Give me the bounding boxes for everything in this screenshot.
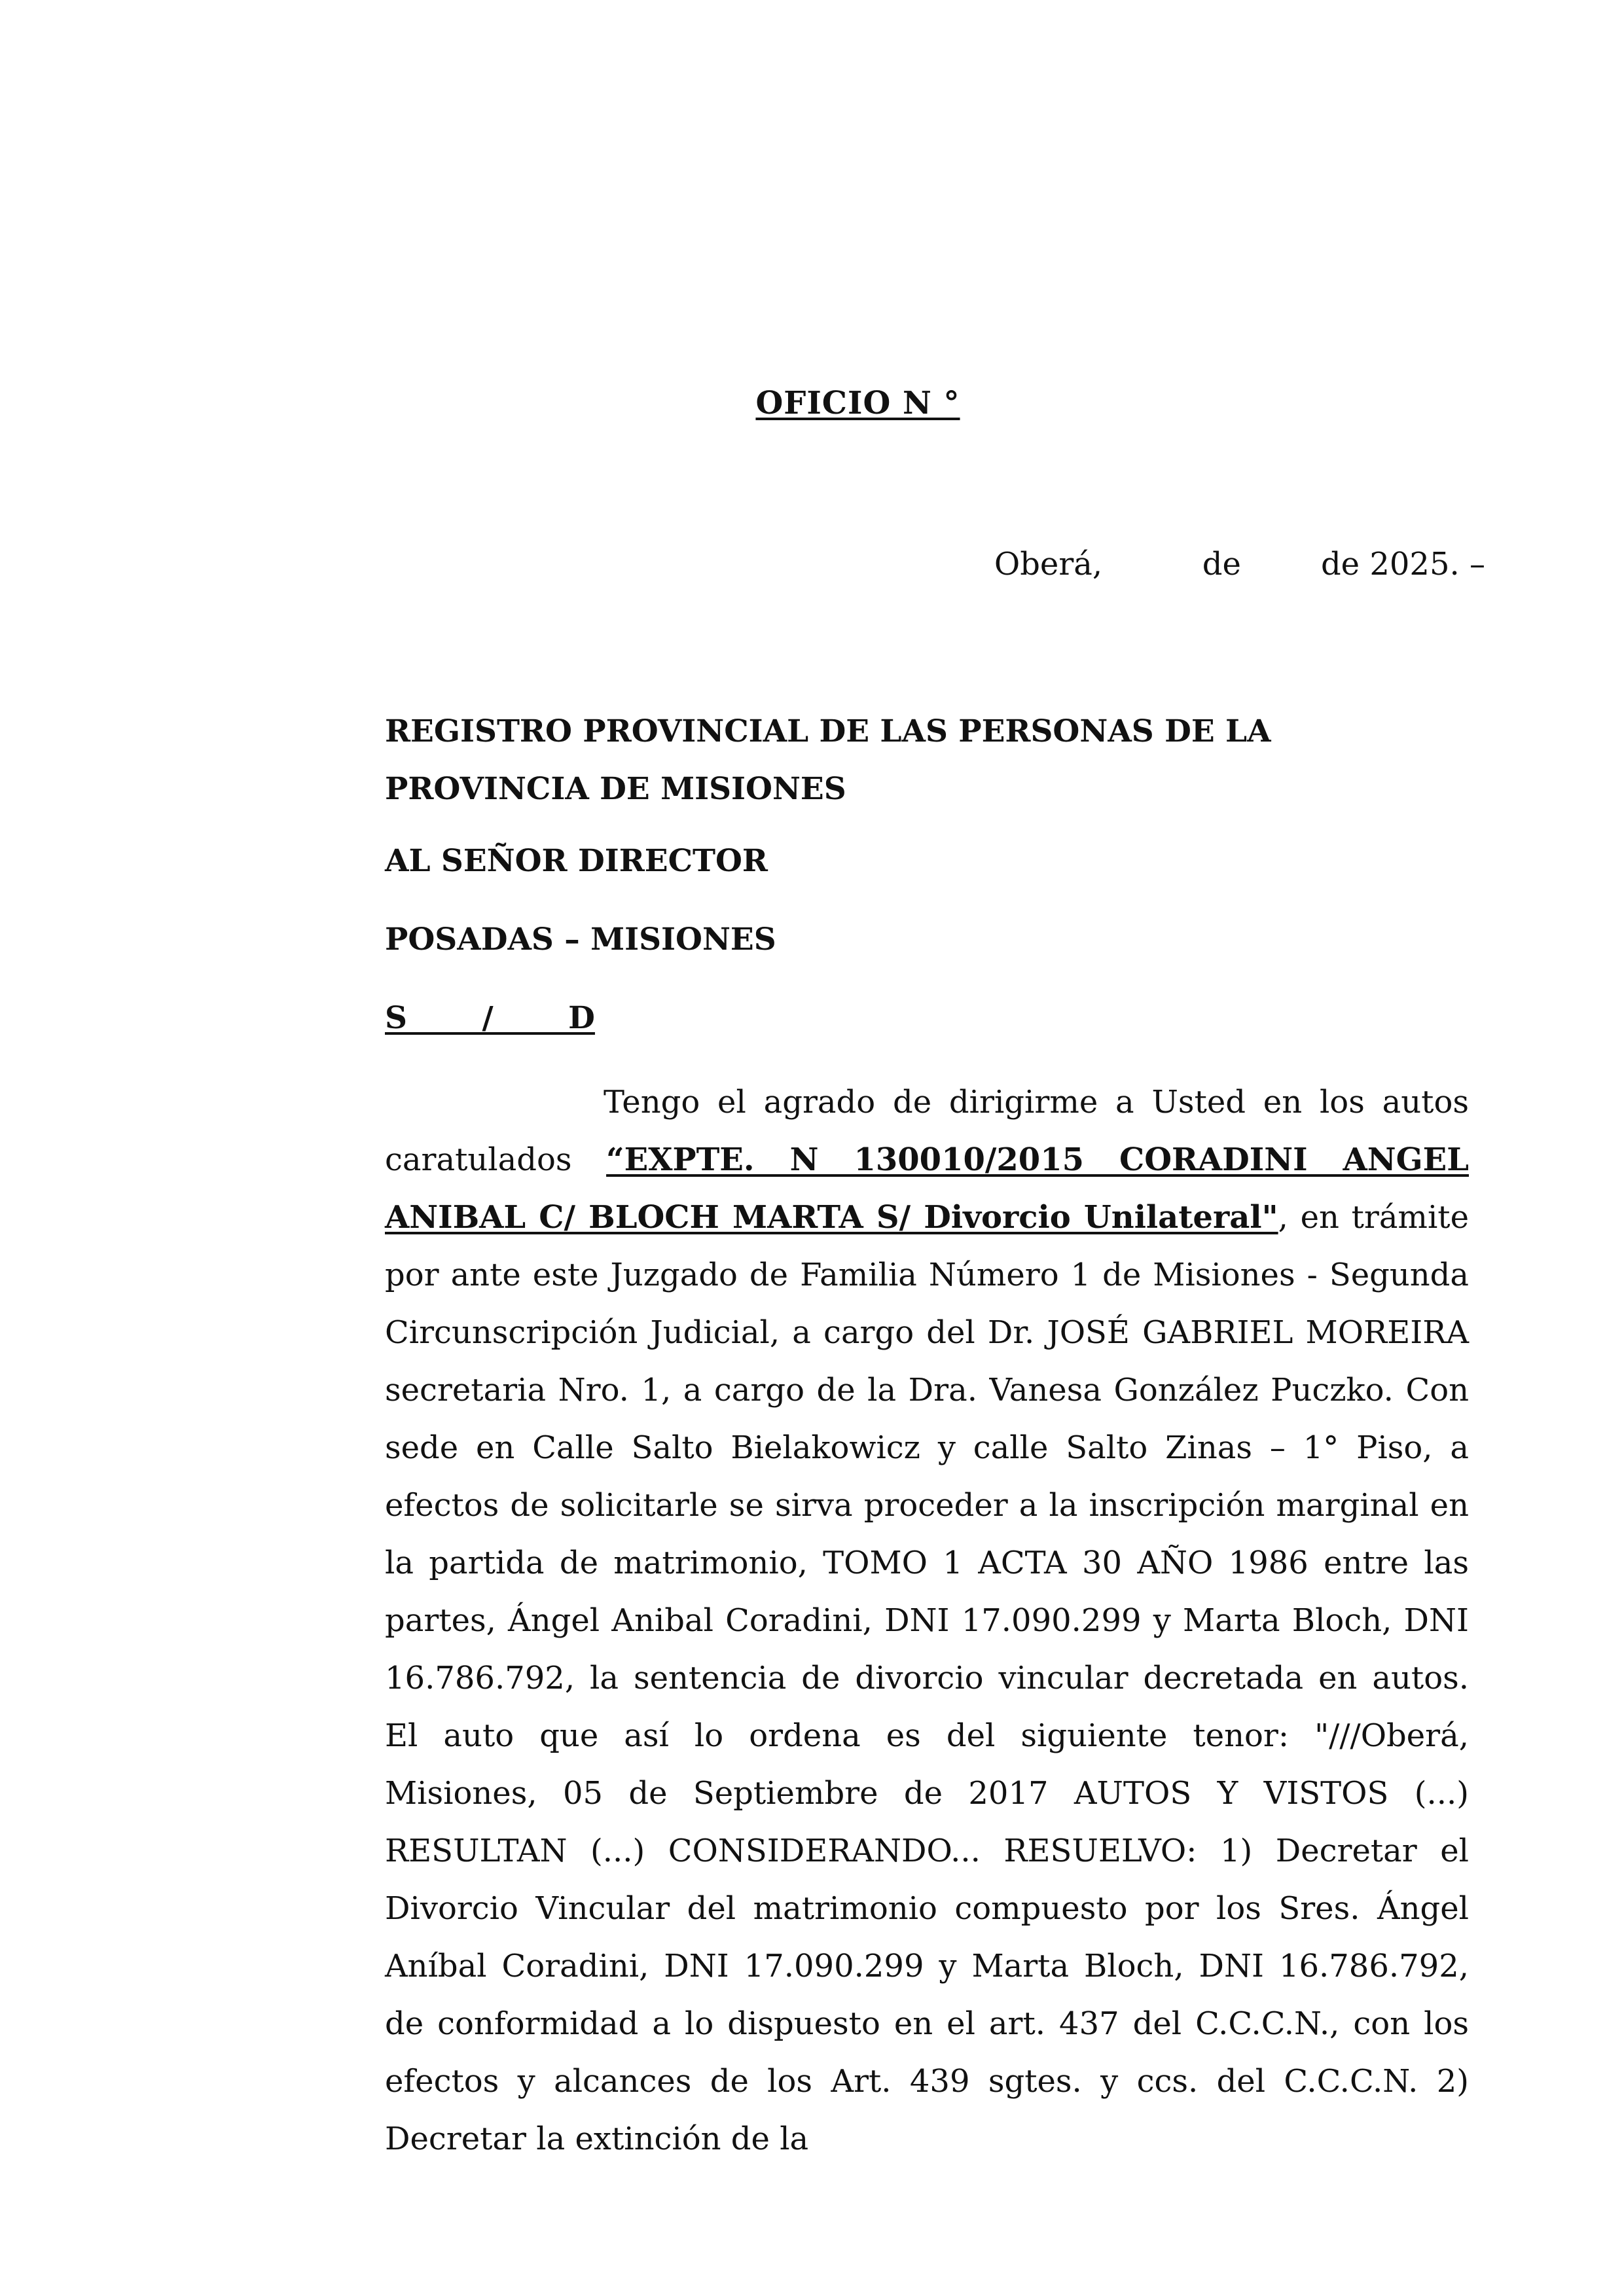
recipient-line-1: REGISTRO PROVINCIAL DE LAS PERSONAS DE LA PROVINCIA DE MISIONES bbox=[385, 713, 1271, 807]
date-line bbox=[994, 545, 1485, 584]
date-de-1: de bbox=[1202, 546, 1241, 583]
case-title: “EXPTE. N 130010/2015 CORADINI ANGEL ANIBAL C/ BLOCH MARTA S/ Divorcio Unilateral" bbox=[385, 1141, 1470, 1236]
document-title: OFICIO N ° bbox=[755, 385, 960, 422]
body-intro: Tengo el agrado de dirigirme a Usted en los autos caratulados bbox=[385, 1084, 1469, 1178]
date-de-2: de 2025. – bbox=[1320, 546, 1485, 583]
recipient-line-2: AL SEÑOR DIRECTOR bbox=[385, 843, 768, 879]
body-paragraph bbox=[385, 1073, 1469, 2168]
date-place: Oberá, bbox=[994, 546, 1103, 583]
recipient-line-3: POSADAS – MISIONES bbox=[385, 922, 776, 958]
body-rest: , en trámite por ante este Juzgado de Familia Número 1 de Misiones - Segunda Circunscripción Judicial, a cargo del Dr. JOSÉ GABRIEL MOREIRA secretaria Nro. 1, a cargo de la Dra. Vanesa González Puczko. Con sede en Calle Salto Bielakowicz y calle Salto Zinas – 1° Piso, a efectos de solicitarle se sirva proceder a la inscripción marginal en la partida de matrimonio, TOMO 1 ACTA 30 AÑO 1986 entre las partes, Ángel Anibal Coradini, DNI 17.090.299 y Marta Bloch, DNI 16.786.792, la sentencia de divorcio vincular decretada en autos. El auto que así lo ordena es del siguiente tenor: "///Oberá, Misiones, 05 de Septiembre de 2017 AUTOS Y VISTOS (...) RESULTAN (...) CONSIDERANDO... RESUELVO: 1) Decretar el Divorcio Vincular del matrimonio compuesto por los Sres. Ángel Aníbal Coradini, DNI 17.090.299 y Marta Bloch, DNI 16.786.792, de conformidad a lo dispuesto en el art. 437 del C.C.C.N., con los efectos y alcances de los Art. 439 sgtes. y ccs. del C.C.C.N. 2) Decretar la extinción de la bbox=[385, 1199, 1469, 2157]
recipient-sd: S / D bbox=[385, 1000, 595, 1036]
